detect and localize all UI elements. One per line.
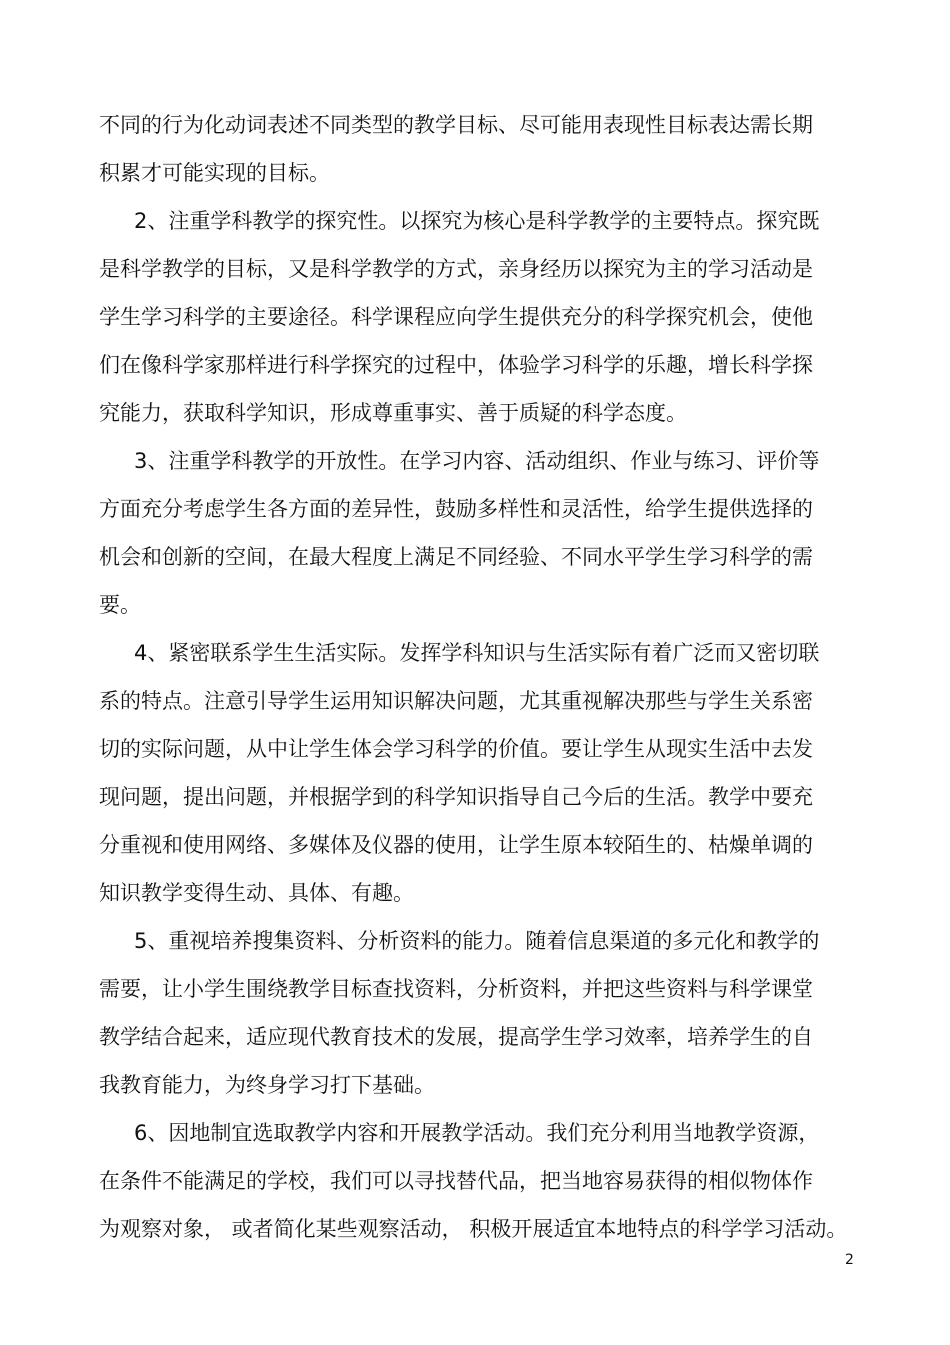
text-line: 为观察对象， 或者简化某些观察活动， 积极开展适宜本地特点的科学学习活动。 — [99, 1217, 848, 1241]
text-line: 要。 — [99, 593, 141, 617]
page-number: 2 — [845, 1252, 854, 1268]
text-line: 需要，让小学生围绕教学目标查找资料，分析资料，并把这些资料与科学课堂 — [99, 977, 813, 1001]
text-line: 在条件不能满足的学校，我们可以寻找替代品，把当地容易获得的相似物体作 — [99, 1169, 813, 1193]
text-line: 分重视和使用网络、多媒体及仪器的使用，让学生原本较陌生的、枯燥单调的 — [99, 833, 813, 857]
text-line: 我教育能力，为终身学习打下基础。 — [99, 1073, 435, 1097]
text-line: 究能力，获取科学知识，形成尊重事实、善于质疑的科学态度。 — [99, 401, 687, 425]
text-line: 机会和创新的空间，在最大程度上满足不同经验、不同水平学生学习科学的需 — [99, 545, 813, 569]
text-line: 们在像科学家那样进行科学探究的过程中，体验学习科学的乐趣，增长科学探 — [99, 353, 813, 377]
text-line: 方面充分考虑学生各方面的差异性，鼓励多样性和灵活性，给学生提供选择的 — [99, 497, 813, 521]
text-line: 教学结合起来，适应现代教育技术的发展，提高学生学习效率，培养学生的自 — [99, 1025, 813, 1049]
text-line: 是科学教学的目标，又是科学教学的方式，亲身经历以探究为主的学习活动是 — [99, 257, 813, 281]
paragraph-start-line: 2、注重学科教学的探究性。以探究为核心是科学教学的主要特点。探究既 — [134, 209, 820, 233]
paragraph-start-line: 6、因地制宜选取教学内容和开展教学活动。我们充分利用当地教学资源， — [134, 1121, 820, 1145]
text-line: 系的特点。注意引导学生运用知识解决问题，尤其重视解决那些与学生关系密 — [99, 689, 813, 713]
text-line: 现问题，提出问题，并根据学到的科学知识指导自己今后的生活。教学中要充 — [99, 785, 813, 809]
text-line: 切的实际问题，从中让学生体会学习科学的价值。要让学生从现实生活中去发 — [99, 737, 813, 761]
text-line: 学生学习科学的主要途径。科学课程应向学生提供充分的科学探究机会，使他 — [99, 305, 813, 329]
text-line: 知识教学变得生动、具体、有趣。 — [99, 881, 414, 905]
paragraph-start-line: 3、注重学科教学的开放性。在学习内容、活动组织、作业与练习、评价等 — [134, 449, 820, 473]
paragraph-start-line: 5、重视培养搜集资料、分析资料的能力。随着信息渠道的多元化和教学的 — [134, 929, 820, 953]
text-line: 不同的行为化动词表述不同类型的教学目标、尽可能用表现性目标表达需长期 — [99, 113, 813, 137]
text-line: 积累才可能实现的目标。 — [99, 161, 330, 185]
paragraph-start-line: 4、紧密联系学生生活实际。发挥学科知识与生活实际有着广泛而又密切联 — [134, 641, 820, 665]
